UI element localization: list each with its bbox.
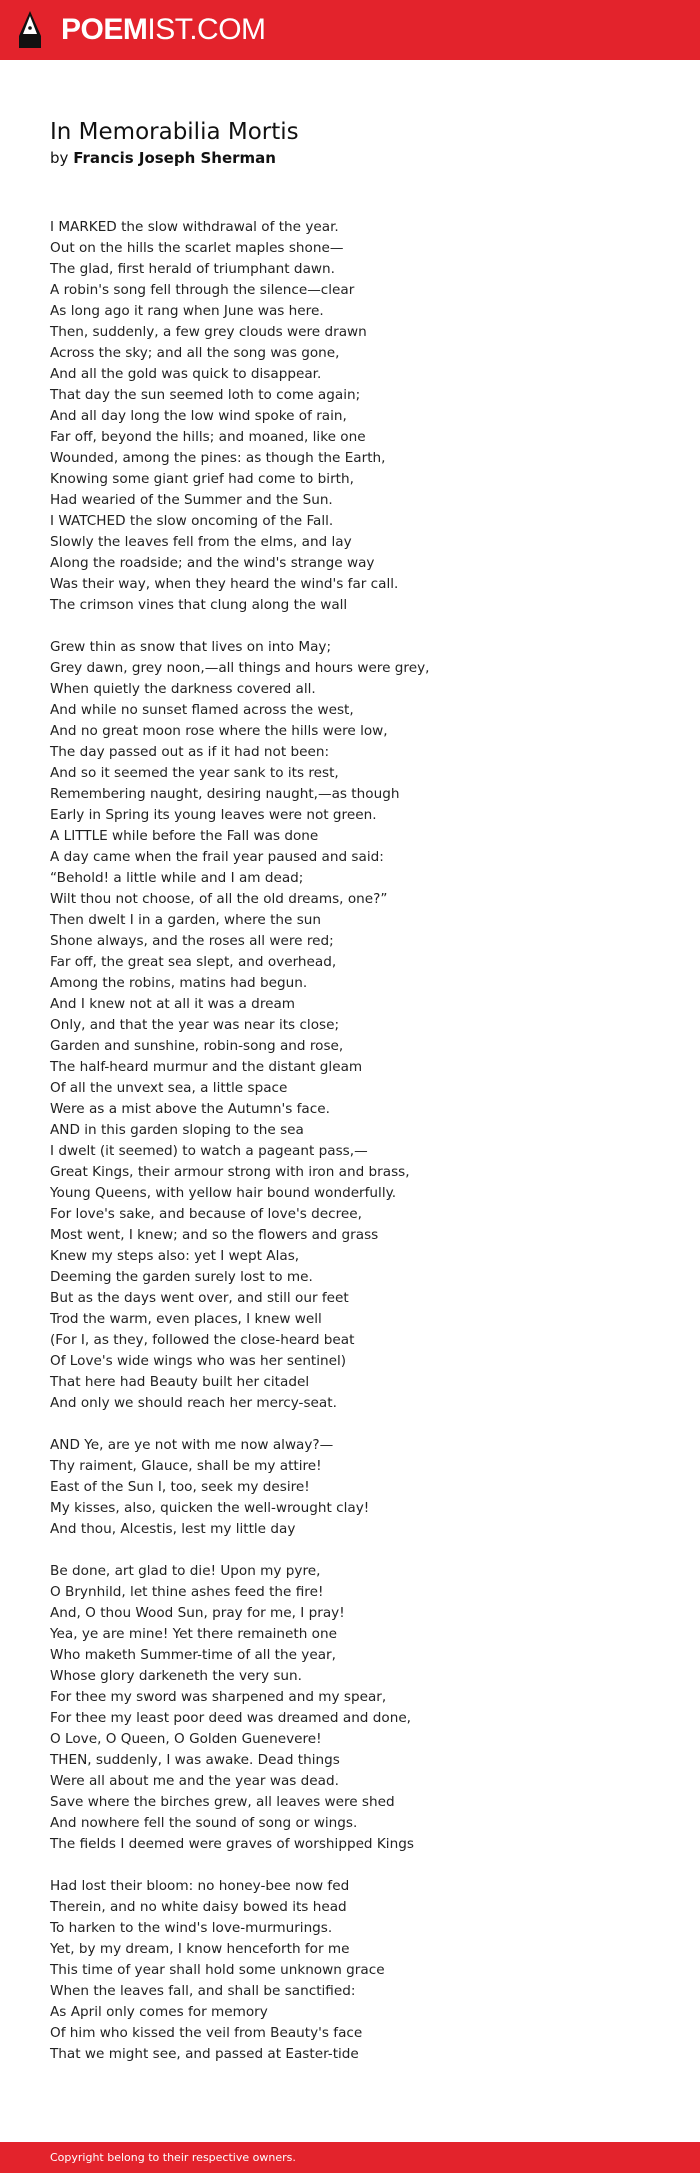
poem-line: Along the roadside; and the wind's strange way	[50, 555, 375, 571]
poem-line: Grey dawn, grey noon,—all things and hours were grey,	[50, 660, 430, 676]
poem-line: For love's sake, and because of love's decree,	[50, 1206, 362, 1222]
poem-line: Yea, ye are mine! Yet there remaineth one	[50, 1626, 337, 1642]
site-header	[0, 0, 700, 60]
poem-line: Knew my steps also: yet I wept Alas,	[50, 1248, 300, 1264]
poem-content	[50, 117, 670, 2086]
poem-line: To harken to the wind's love-murmurings.	[50, 1920, 333, 1936]
poem-line: Had wearied of the Summer and the Sun.	[50, 492, 333, 508]
footer-copyright: Copyright belong to their respective owners.	[50, 2151, 296, 2164]
poem-stanza	[50, 1876, 670, 2065]
poem-line: Slowly the leaves fell from the elms, and lay	[50, 534, 352, 550]
logo-text-light: IST.COM	[147, 13, 266, 46]
poem-stanza	[50, 637, 670, 1414]
poem-line: (For I, as they, followed the close-heard beat	[50, 1332, 355, 1348]
poem-line: The half-heard murmur and the distant gleam	[50, 1059, 363, 1075]
poem-line: Whose glory darkeneth the very sun.	[50, 1668, 302, 1684]
poem-line: Then, suddenly, a few grey clouds were drawn	[50, 324, 367, 340]
logo-text	[61, 10, 266, 50]
poem-line: And all day long the low wind spoke of rain,	[50, 408, 347, 424]
poem-line: Deeming the garden surely lost to me.	[50, 1269, 313, 1285]
poem-line: Yet, by my dream, I know henceforth for me	[50, 1941, 350, 1957]
poem-line: The fields I deemed were graves of worshipped Kings	[50, 1836, 414, 1852]
poem-line: Save where the birches grew, all leaves were shed	[50, 1794, 395, 1810]
poem-line: Of all the unvext sea, a little space	[50, 1080, 288, 1096]
logo-text-bold: POEM	[61, 13, 148, 46]
poem-line: And I knew not at all it was a dream	[50, 996, 296, 1012]
poem-line: Then dwelt I in a garden, where the sun	[50, 912, 322, 928]
poem-line: Trod the warm, even places, I knew well	[50, 1311, 322, 1327]
poem-line: Be done, art glad to die! Upon my pyre,	[50, 1563, 321, 1579]
poem-line: Shone always, and the roses all were red;	[50, 933, 334, 949]
poem-line: AND in this garden sloping to the sea	[50, 1122, 304, 1138]
poem-line: I MARKED the slow withdrawal of the year.	[50, 219, 339, 235]
poem-line: A robin's song fell through the silence—clear	[50, 282, 355, 298]
poem-body	[50, 217, 670, 2065]
poem-line: For thee my least poor deed was dreamed and done,	[50, 1710, 412, 1726]
poem-line: Therein, and no white daisy bowed its head	[50, 1899, 347, 1915]
pen-nib-icon	[17, 10, 43, 50]
poem-line: This time of year shall hold some unknown grace	[50, 1962, 385, 1978]
poem-line: Garden and sunshine, robin-song and rose,	[50, 1038, 344, 1054]
poem-line: A LITTLE while before the Fall was done	[50, 828, 319, 844]
poem-line: The glad, first herald of triumphant dawn.	[50, 261, 335, 277]
poem-line: Of Love's wide wings who was her sentinel)	[50, 1353, 347, 1369]
poem-line: When quietly the darkness covered all.	[50, 681, 316, 697]
poem-line: THEN, suddenly, I was awake. Dead things	[50, 1752, 340, 1768]
poem-line: Great Kings, their armour strong with iron and brass,	[50, 1164, 410, 1180]
poem-line: AND Ye, are ye not with me now alway?—	[50, 1437, 334, 1453]
poem-line: Among the robins, matins had begun.	[50, 975, 308, 991]
poem-line: Grew thin as snow that lives on into May;	[50, 639, 332, 655]
poem-line: Thy raiment, Glauce, shall be my attire!	[50, 1458, 322, 1474]
author-link[interactable]: Francis Joseph Sherman	[73, 149, 276, 167]
poem-line: Far off, beyond the hills; and moaned, like one	[50, 429, 366, 445]
poem-line: O Brynhild, let thine ashes feed the fire!	[50, 1584, 324, 1600]
poem-line: A day came when the frail year paused and said:	[50, 849, 384, 865]
poem-line: Was their way, when they heard the wind's far call.	[50, 576, 399, 592]
poem-line: Wounded, among the pines: as though the Earth,	[50, 450, 386, 466]
poem-line: And nowhere fell the sound of song or wings.	[50, 1815, 358, 1831]
poem-line: Wilt thou not choose, of all the old dreams, one?”	[50, 891, 388, 907]
byline	[50, 148, 670, 168]
poem-line: Only, and that the year was near its close;	[50, 1017, 340, 1033]
poem-line: Early in Spring its young leaves were not green.	[50, 807, 377, 823]
poem-line: I WATCHED the slow oncoming of the Fall.	[50, 513, 334, 529]
poem-line: Who maketh Summer-time of all the year,	[50, 1647, 336, 1663]
poem-line: Were all about me and the year was dead.	[50, 1773, 339, 1789]
poem-title: In Memorabilia Mortis	[50, 119, 299, 145]
poem-line: Of him who kissed the veil from Beauty's face	[50, 2025, 363, 2041]
poem-line: East of the Sun I, too, seek my desire!	[50, 1479, 310, 1495]
poem-line: But as the days went over, and still our feet	[50, 1290, 349, 1306]
poem-line: And, O thou Wood Sun, pray for me, I pray!	[50, 1605, 345, 1621]
poem-line: The day passed out as if it had not been:	[50, 744, 330, 760]
poem-line: Remembering naught, desiring naught,—as though	[50, 786, 400, 802]
poem-line: That day the sun seemed loth to come again;	[50, 387, 361, 403]
poem-line: And so it seemed the year sank to its rest,	[50, 765, 339, 781]
poem-line: That we might see, and passed at Easter-tide	[50, 2046, 359, 2062]
poem-line: As April only comes for memory	[50, 2004, 268, 2020]
site-footer	[0, 2142, 700, 2173]
poem-line: When the leaves fall, and shall be sanctified:	[50, 1983, 356, 1999]
poem-line: I dwelt (it seemed) to watch a pageant pass,—	[50, 1143, 368, 1159]
poem-stanza	[50, 217, 670, 616]
poem-line: And no great moon rose where the hills were low,	[50, 723, 388, 739]
poem-line: And while no sunset flamed across the west,	[50, 702, 354, 718]
poem-line: Across the sky; and all the song was gone,	[50, 345, 340, 361]
poem-line: For thee my sword was sharpened and my spear,	[50, 1689, 387, 1705]
poem-line: “Behold! a little while and I am dead;	[50, 870, 304, 886]
site-logo-link[interactable]	[17, 10, 266, 50]
poem-line: My kisses, also, quicken the well-wrought clay!	[50, 1500, 370, 1516]
poem-line: Out on the hills the scarlet maples shone—	[50, 240, 344, 256]
poem-stanza	[50, 1561, 670, 1855]
poem-line: Had lost their bloom: no honey-bee now fed	[50, 1878, 350, 1894]
poem-line: And all the gold was quick to disappear.	[50, 366, 322, 382]
poem-line: And only we should reach her mercy-seat.	[50, 1395, 337, 1411]
poem-line: As long ago it rang when June was here.	[50, 303, 324, 319]
poem-line: Far off, the great sea slept, and overhead,	[50, 954, 337, 970]
poem-line: O Love, O Queen, O Golden Guenevere!	[50, 1731, 322, 1747]
poem-stanza	[50, 1435, 670, 1540]
poem-line: Most went, I knew; and so the flowers and grass	[50, 1227, 379, 1243]
poem-line: That here had Beauty built her citadel	[50, 1374, 310, 1390]
poem-line: The crimson vines that clung along the wall	[50, 597, 348, 613]
poem-line: Young Queens, with yellow hair bound wonderfully.	[50, 1185, 397, 1201]
poem-line: And thou, Alcestis, lest my little day	[50, 1521, 296, 1537]
poem-line: Were as a mist above the Autumn's face.	[50, 1101, 330, 1117]
poem-line: Knowing some giant grief had come to birth,	[50, 471, 354, 487]
byline-label: by	[50, 149, 69, 167]
